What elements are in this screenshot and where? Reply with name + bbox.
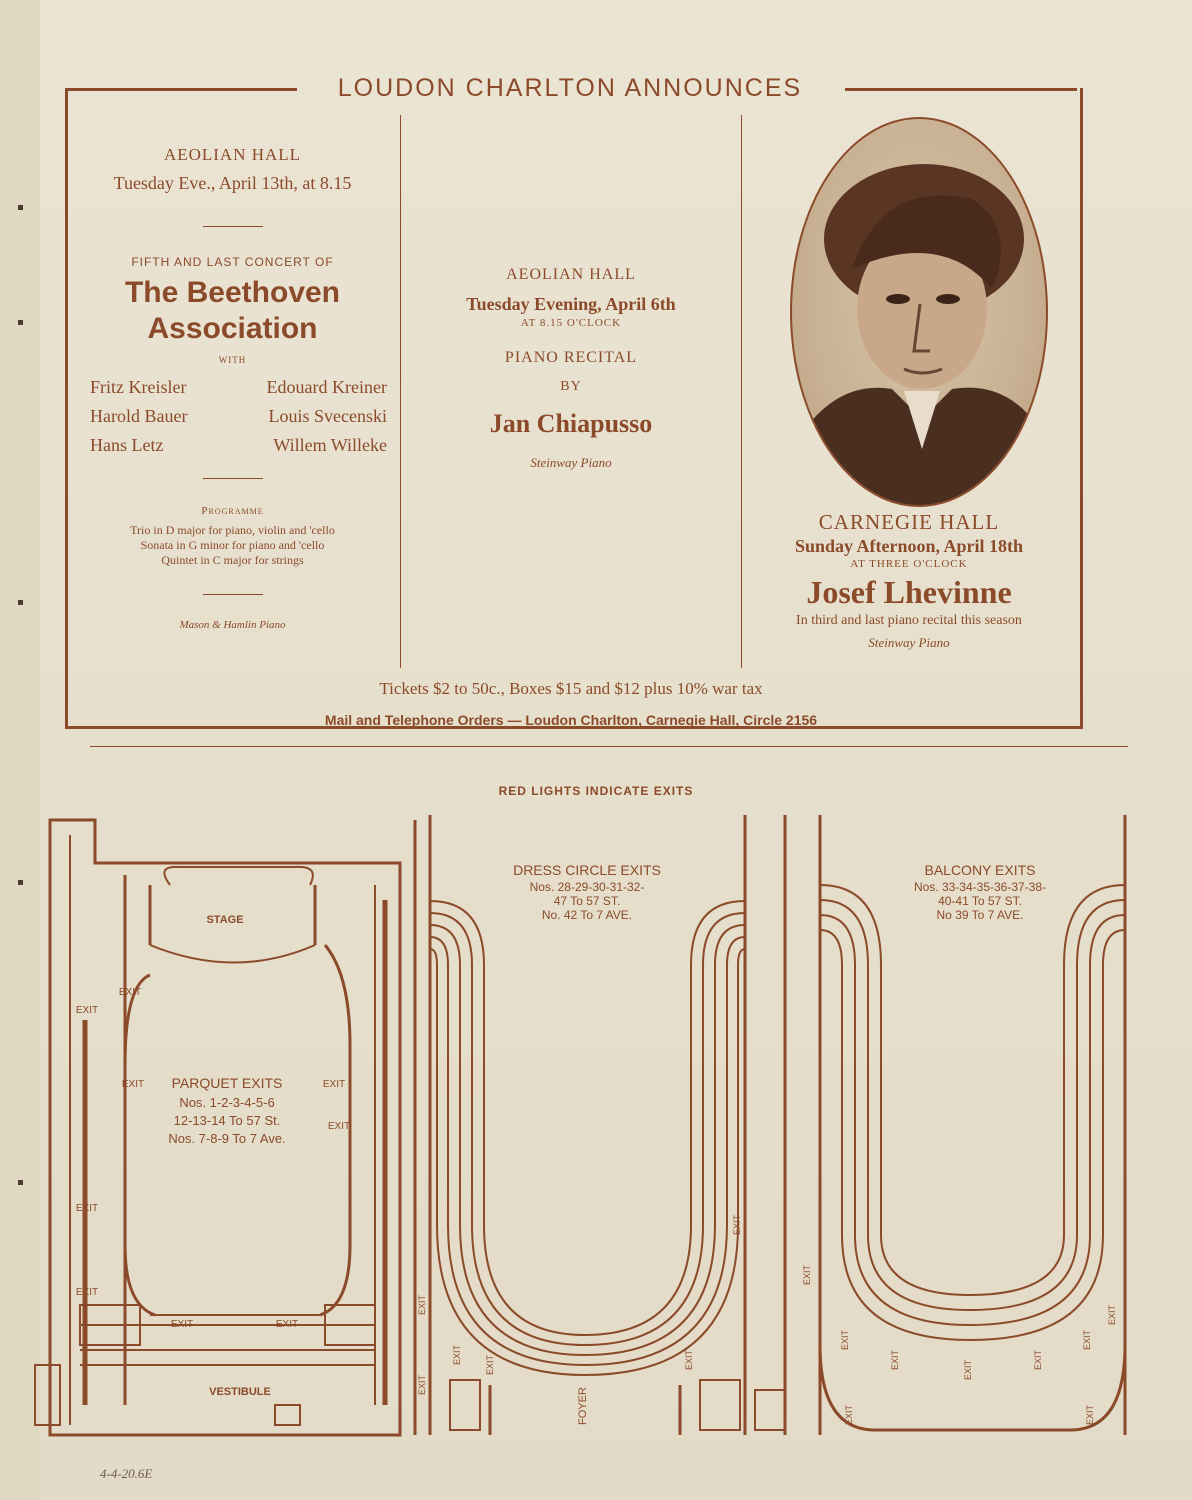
chiapusso-recital-column bbox=[402, 266, 740, 471]
divider-rule bbox=[203, 594, 263, 595]
exit-label: EXIT bbox=[840, 1329, 850, 1350]
exit-label: EXIT bbox=[1107, 1304, 1117, 1325]
exit-label: EXIT bbox=[1085, 1404, 1095, 1425]
parquet-exits-line: Nos. 1-2-3-4-5-6 bbox=[179, 1095, 275, 1110]
announcement-heading: LOUDON CHARLTON ANNOUNCES bbox=[337, 74, 803, 102]
artist-list-left bbox=[90, 373, 187, 460]
artist-name: Edouard Kreiner bbox=[266, 377, 387, 397]
event-title-line1: The Beethoven bbox=[124, 276, 341, 309]
binding-hole bbox=[18, 880, 23, 885]
parquet-exits-title: PARQUET EXITS bbox=[171, 1075, 283, 1091]
parquet-exits-line: 12-13-14 To 57 St. bbox=[173, 1113, 281, 1128]
section-separator bbox=[90, 746, 1128, 747]
programme-item: Sonata in G minor for piano and 'cello bbox=[140, 538, 325, 552]
exit-label: EXIT bbox=[802, 1264, 812, 1285]
artist-name: Hans Letz bbox=[90, 435, 164, 455]
stage-label: STAGE bbox=[206, 914, 244, 926]
dress-circle-line: 47 To 57 ST. bbox=[553, 894, 621, 908]
programme-list bbox=[70, 523, 395, 568]
exit-label: EXIT bbox=[1082, 1329, 1092, 1350]
artist-name: Fritz Kreisler bbox=[90, 377, 187, 397]
exit-label: EXIT bbox=[1033, 1349, 1043, 1370]
dress-circle-line: No. 42 To 7 AVE. bbox=[541, 908, 633, 922]
foyer-label: FOYER bbox=[577, 1387, 589, 1425]
programme-item: Trio in D major for piano, violin and 'cello bbox=[130, 523, 335, 537]
piano-sponsor: Steinway Piano bbox=[530, 455, 612, 470]
artist-list bbox=[70, 373, 395, 460]
piano-sponsor: Steinway Piano bbox=[868, 635, 950, 650]
balcony-line: No 39 To 7 AVE. bbox=[936, 908, 1024, 922]
mail-orders: Mail and Telephone Orders — Loudon Charlton, Carnegie Hall, Circle 2156 bbox=[324, 712, 818, 728]
exit-label: EXIT bbox=[417, 1374, 427, 1395]
artist-name: Jan Chiapusso bbox=[489, 409, 653, 438]
programme-label: Programme bbox=[201, 505, 264, 517]
binding-hole bbox=[18, 320, 23, 325]
with-label: WITH bbox=[218, 355, 247, 365]
binding-hole bbox=[18, 205, 23, 210]
venue: CARNEGIE HALL bbox=[818, 510, 1000, 534]
exit-label: EXIT bbox=[963, 1359, 973, 1380]
exit-label: EXIT bbox=[275, 1319, 299, 1330]
beethoven-association-column bbox=[70, 145, 395, 631]
exit-label: EXIT bbox=[75, 1287, 99, 1298]
exit-label: EXIT bbox=[485, 1354, 495, 1375]
binding-hole bbox=[18, 1180, 23, 1185]
exit-label: EXIT bbox=[327, 1121, 351, 1132]
artist-name: Willem Willeke bbox=[273, 435, 387, 455]
box-top-border-left bbox=[65, 88, 297, 91]
column-divider bbox=[741, 115, 742, 668]
box-top-border-right bbox=[845, 88, 1077, 91]
by-label: BY bbox=[560, 379, 582, 394]
exit-label: EXIT bbox=[684, 1349, 694, 1370]
artist-list-right bbox=[267, 373, 387, 460]
artist-name: Louis Svecenski bbox=[268, 406, 387, 426]
exit-label: EXIT bbox=[844, 1404, 854, 1425]
exit-label: EXIT bbox=[890, 1349, 900, 1370]
hall-floor-plan bbox=[30, 805, 1140, 1445]
dress-circle-title: DRESS CIRCLE EXITS bbox=[513, 862, 661, 878]
event-type: PIANO RECITAL bbox=[504, 349, 638, 366]
binding-hole bbox=[18, 600, 23, 605]
exit-label: EXIT bbox=[732, 1214, 742, 1235]
ticket-prices: Tickets $2 to 50c., Boxes $15 and $12 plus 10% war tax bbox=[379, 679, 763, 698]
exit-label: EXIT bbox=[417, 1294, 427, 1315]
exit-label: EXIT bbox=[75, 1203, 99, 1214]
dress-circle-line: Nos. 28-29-30-31-32- bbox=[529, 880, 645, 894]
divider-rule bbox=[203, 478, 263, 479]
column-divider bbox=[400, 115, 401, 668]
artist-name: Harold Bauer bbox=[90, 406, 188, 426]
venue: AEOLIAN HALL bbox=[163, 145, 302, 164]
artist-name: Josef Lhevinne bbox=[806, 574, 1012, 610]
event-date: Tuesday Eve., April 13th, at 8.15 bbox=[113, 173, 352, 193]
event-date: Tuesday Evening, April 6th bbox=[466, 294, 676, 314]
exit-label: EXIT bbox=[118, 987, 142, 998]
event-date: Sunday Afternoon, April 18th bbox=[794, 536, 1024, 556]
concert-preamble: FIFTH AND LAST CONCERT OF bbox=[131, 255, 334, 269]
parquet-exits-line: Nos. 7-8-9 To 7 Ave. bbox=[168, 1131, 286, 1146]
recital-description: In third and last piano recital this season bbox=[796, 613, 1022, 628]
exits-caption: RED LIGHTS INDICATE EXITS bbox=[498, 784, 694, 798]
divider-rule bbox=[203, 226, 263, 227]
piano-sponsor: Mason & Hamlin Piano bbox=[179, 619, 286, 631]
exit-label: EXIT bbox=[322, 1079, 346, 1090]
vestibule-label: VESTIBULE bbox=[209, 1386, 271, 1398]
lhevinne-recital-column bbox=[744, 510, 1074, 651]
exit-label: EXIT bbox=[75, 1005, 99, 1016]
event-time: AT 8.15 O'CLOCK bbox=[520, 317, 622, 329]
lhevinne-portrait bbox=[790, 117, 1048, 507]
balcony-title: BALCONY EXITS bbox=[924, 862, 1036, 878]
exit-label: EXIT bbox=[121, 1079, 145, 1090]
balcony-line: 40-41 To 57 ST. bbox=[938, 894, 1022, 908]
exit-label: EXIT bbox=[452, 1344, 462, 1365]
exit-label: EXIT bbox=[170, 1319, 194, 1330]
programme-item: Quintet in C major for strings bbox=[161, 553, 304, 567]
balcony-line: Nos. 33-34-35-36-37-38- bbox=[913, 880, 1047, 894]
event-title-line2: Association bbox=[147, 312, 318, 345]
event-time: AT THREE O'CLOCK bbox=[850, 558, 968, 570]
venue: AEOLIAN HALL bbox=[506, 266, 636, 283]
handwritten-note: 4-4-20.6E bbox=[100, 1466, 153, 1481]
